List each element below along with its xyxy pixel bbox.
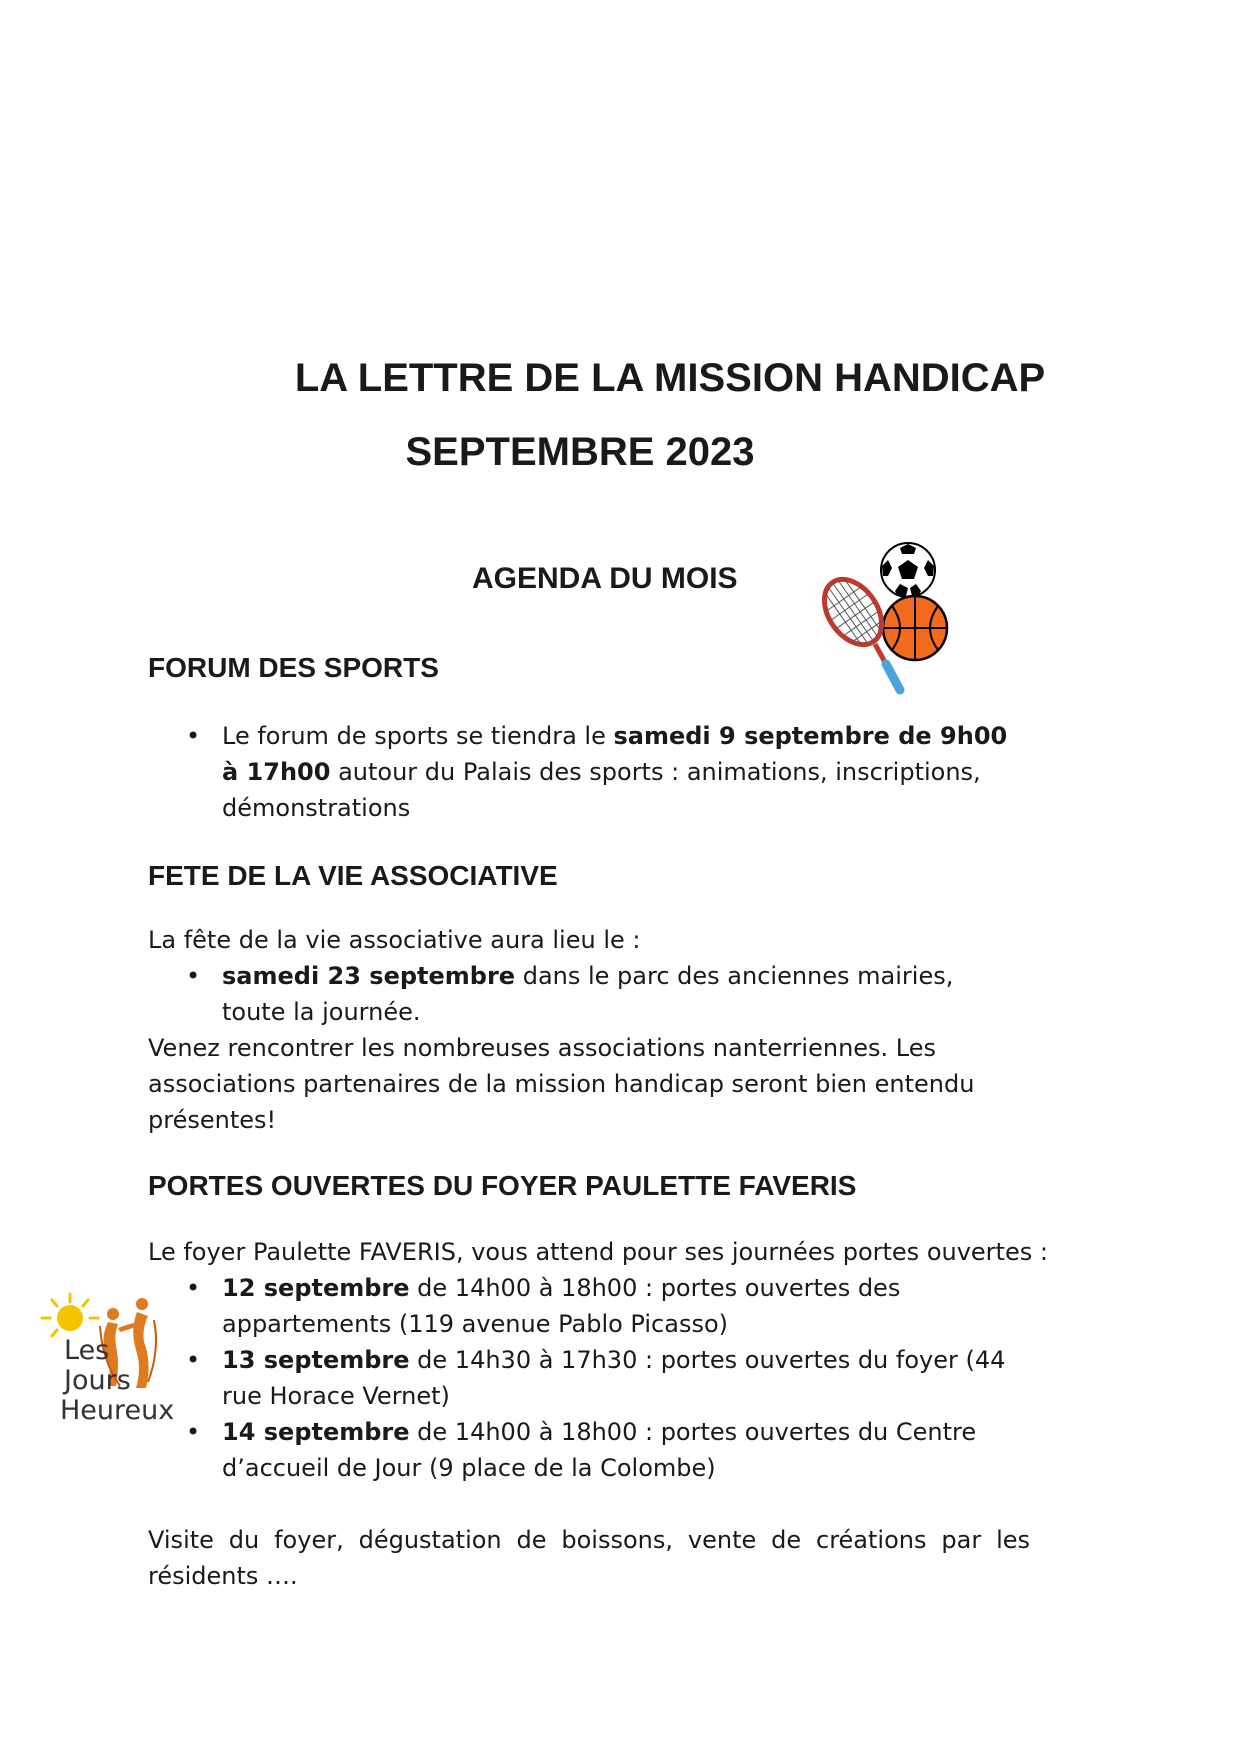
fete-list [148,958,1018,1030]
portes-text-2: de 14h30 à 17h30 : portes ouvertes du foyer (44 rue Horace Vernet) [222,1346,1006,1410]
portes-date-3: 14 septembre [222,1418,410,1446]
sports-balls-icon [820,536,950,696]
portes-heading: PORTES OUVERTES DU FOYER PAULETTE FAVERIS [148,1170,857,1201]
forum-text-post: autour du Palais des sports : animations, inscriptions, démonstrations [222,758,981,822]
newsletter-title: LA LETTRE DE LA MISSION HANDICAP [294,356,1046,400]
newsletter-month: SEPTEMBRE 2023 [405,430,755,474]
portes-text-1: de 14h00 à 18h00 : portes ouvertes des appartements (119 avenue Pablo Picasso) [222,1274,901,1338]
fete-outro: Venez rencontrer les nombreuses associations nanterriennes. Les associations partenaires de la mission handicap seront bien entendu présentes! [148,1034,975,1134]
fete-date: samedi 23 septembre [222,962,516,990]
forum-date: samedi 9 septembre de 9h00 à 17h00 [222,722,1008,786]
forum-heading: FORUM DES SPORTS [148,652,439,683]
portes-date-2: 13 septembre [222,1346,410,1374]
fete-text: dans le parc des anciennes mairies, toute la journée. [222,962,954,1026]
portes-outro: Visite du foyer, dégustation de boissons, vente de créations par les résidents …. [148,1526,1030,1590]
list-item [148,958,1018,1030]
les-jours-heureux-logo [30,1290,180,1440]
list-item [148,1342,1028,1414]
basketball-icon [883,596,947,660]
list-item [148,1270,1028,1342]
fete-intro: La fête de la vie associative aura lieu le : [148,926,641,954]
portes-text-3: de 14h00 à 18h00 : portes ouvertes du Centre d’accueil de Jour (9 place de la Colombe) [222,1418,977,1482]
forum-text-pre: Le forum de sports se tiendra le [222,722,614,750]
portes-date-1: 12 septembre [222,1274,410,1302]
portes-intro: Le foyer Paulette FAVERIS, vous attend pour ses journées portes ouvertes : [148,1238,1048,1266]
logo-word-les: Les [64,1335,110,1366]
agenda-heading: AGENDA DU MOIS [472,562,738,595]
logo-word-jours: Jours [64,1365,131,1396]
fete-heading: FETE DE LA VIE ASSOCIATIVE [148,860,558,891]
soccer-ball-icon [881,543,935,597]
logo-word-heureux: Heureux [60,1395,175,1426]
forum-list [148,718,1018,826]
portes-list [148,1270,1028,1486]
list-item [148,1414,1028,1486]
list-item [148,718,1018,826]
